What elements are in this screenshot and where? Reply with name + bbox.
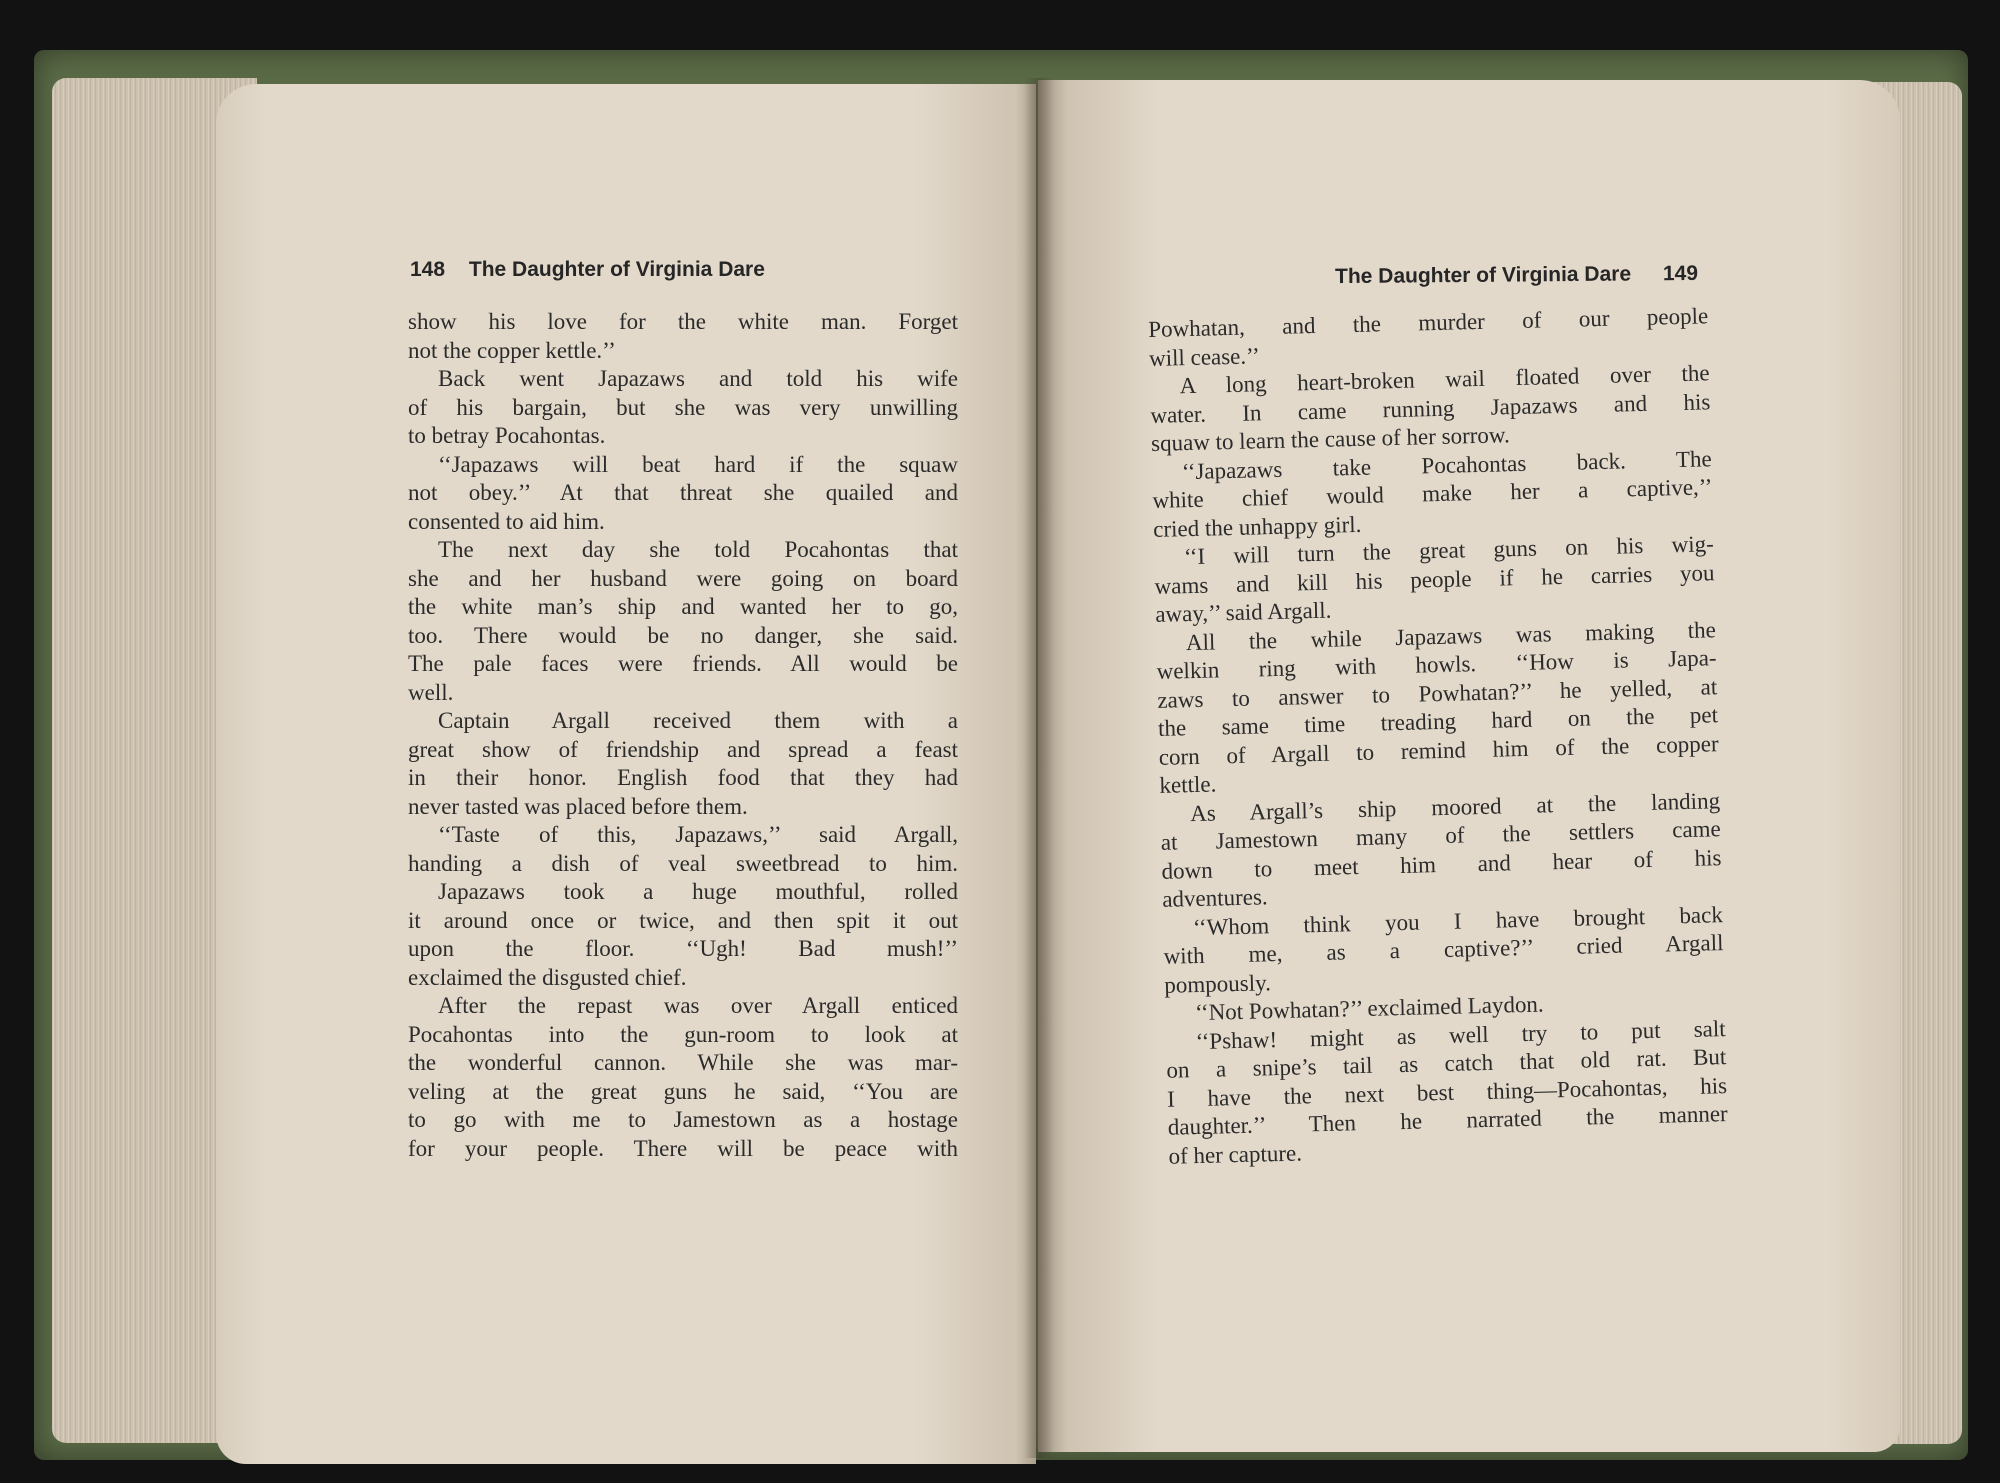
text-line: show his love for the white man. Forget — [408, 309, 958, 334]
text-line: pompously. — [1164, 969, 1272, 998]
text-line: water. In came running Japazaws and his — [1150, 388, 1711, 428]
text-line: All the while Japazaws was making the — [1185, 616, 1717, 655]
right-page-text — [1148, 302, 1729, 1170]
left-page-text — [408, 308, 958, 1163]
text-line: As Argall’s ship moored at the landing — [1189, 787, 1721, 826]
text-line: well. — [408, 679, 454, 705]
text-line: Captain Argall received them with a — [438, 708, 958, 733]
text-line: Back went Japazaws and told his wife — [438, 366, 958, 391]
text-line: ‘‘Not Powhatan?’’ exclaimed Laydon. — [1194, 991, 1544, 1026]
book-gutter — [1024, 78, 1054, 1458]
text-line: the white man’s ship and wanted her to go, — [408, 594, 958, 619]
text-line: I have the next best thing—Pocahontas, his — [1166, 1072, 1728, 1112]
text-line: to go with me to Jamestown as a hostage — [408, 1107, 958, 1132]
text-line: welkin ring with howls. ‘‘How is Japa- — [1156, 645, 1717, 684]
text-line: in their honor. English food that they had — [408, 765, 958, 790]
text-line: of his bargain, but she was very unwilling — [408, 394, 958, 420]
text-line: consented to aid him. — [408, 508, 605, 534]
text-line: The next day she told Pocahontas that — [438, 537, 958, 562]
text-line: The pale faces were friends. All would be — [408, 651, 958, 676]
text-line: Japazaws took a huge mouthful, rolled — [438, 879, 958, 904]
text-line: away,’’ said Argall. — [1154, 597, 1332, 627]
text-line: never tasted was placed before them. — [408, 793, 748, 819]
text-line: ‘‘Pshaw! might as well try to put salt — [1195, 1015, 1726, 1054]
text-line: white chief would make her a captive,’’ — [1152, 474, 1713, 513]
text-line: Pocahontas into the gun-room to look at — [408, 1021, 958, 1047]
text-line: ‘‘Whom think you I have brought back — [1192, 901, 1724, 940]
text-line: for your people. There will be peace with — [408, 1135, 958, 1161]
right-page-number: 149 — [1662, 261, 1699, 286]
text-line: she and her husband were going on board — [408, 565, 958, 591]
text-line: it around once or twice, and then spit it out — [408, 907, 958, 933]
left-head-title: The Daughter of Virginia Dare — [468, 258, 765, 281]
text-line: corn of Argall to remind him of the copper — [1158, 730, 1719, 770]
text-line: not obey.’’ At that threat she quailed and — [408, 480, 958, 505]
text-line: too. There would be no danger, she said. — [408, 622, 958, 648]
text-line: ‘‘Taste of this, Japazaws,’’ said Argall, — [438, 822, 958, 847]
text-line: veling at the great guns he said, ‘‘You are — [408, 1078, 958, 1104]
text-line: the wonderful cannon. While she was mar- — [408, 1050, 958, 1075]
text-line: squaw to learn the cause of her sorrow. — [1150, 422, 1511, 456]
text-line: wams and kill his people if he carries you — [1154, 559, 1715, 599]
text-line: cried the unhappy girl. — [1152, 511, 1362, 542]
text-line: of her capture. — [1168, 1139, 1303, 1169]
text-line: not the copper kettle.’’ — [408, 337, 616, 363]
text-line: at Jamestown many of the settlers came — [1160, 816, 1722, 855]
text-line: upon the floor. ‘‘Ugh! Bad mush!’’ — [408, 936, 958, 961]
text-line: great show of friendship and spread a feast — [408, 736, 958, 762]
text-line: kettle. — [1159, 771, 1217, 798]
text-line: daughter.’’ Then he narrated the manner — [1167, 1101, 1728, 1140]
text-line: A long heart-broken wail floated over the — [1179, 360, 1710, 399]
text-line: adventures. — [1161, 884, 1268, 912]
text-line: zaws to answer to Powhatan?’’ he yelled, at — [1157, 673, 1718, 713]
text-line: ‘‘I will turn the great guns on his wig- — [1183, 531, 1715, 570]
text-line: handing a dish of veal sweetbread to him. — [408, 850, 958, 876]
text-line: After the repast was over Argall enticed — [438, 993, 958, 1018]
text-line: exclaimed the disgusted chief. — [408, 964, 687, 990]
text-line: will cease.’’ — [1148, 342, 1260, 371]
text-line: to betray Pocahontas. — [408, 423, 606, 448]
text-line: ‘‘Japazaws will beat hard if the squaw — [438, 451, 958, 477]
text-line: with me, as a captive?’’ cried Argall — [1163, 930, 1724, 969]
left-running-head — [410, 258, 970, 290]
text-line: down to meet him and hear of his — [1161, 844, 1722, 884]
text-line: the same time treading hard on the pet — [1157, 702, 1719, 741]
right-running-head — [1218, 262, 1698, 298]
text-line: ‘‘Japazaws take Pocahontas back. The — [1181, 445, 1712, 484]
right-head-title: The Daughter of Virginia Dare — [1334, 262, 1632, 289]
text-line: Powhatan, and the murder of our people — [1148, 303, 1709, 342]
text-line: on a snipe’s tail as catch that old rat. But — [1166, 1044, 1727, 1083]
left-page-number: 148 — [410, 258, 446, 281]
